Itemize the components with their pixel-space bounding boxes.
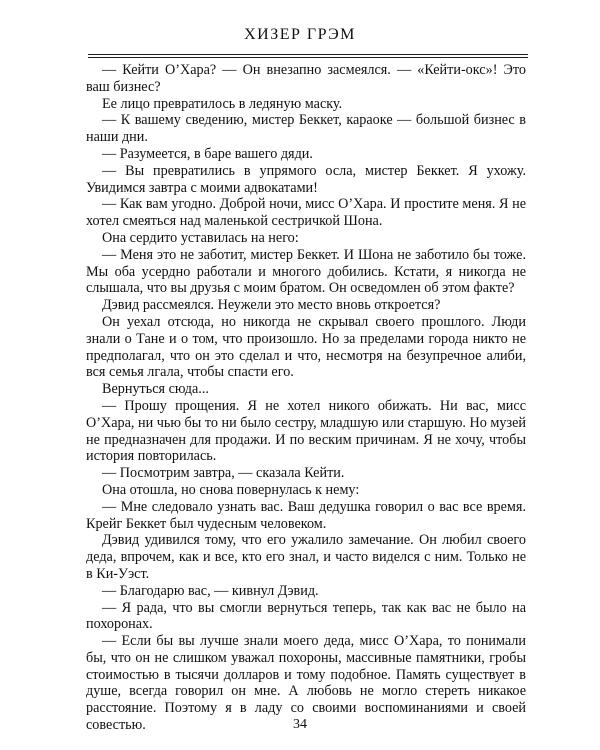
paragraph: — Прошу прощения. Я не хотел никого обижать. Ни вас, мисс О’Хара, ни чью бы то ни было сестру, младшую или старшую. Но музей не предназначен для продажи. И по веским причинам. Я не хочу, чтобы история повторилась. — [86, 397, 526, 465]
paragraph: — Посмотрим завтра, — сказала Кейти. — [102, 465, 345, 482]
paragraph: Ее лицо превратилось в ледяную маску. — [102, 95, 343, 112]
header-rule-bottom — [88, 57, 528, 58]
paragraph: — Меня это не заботит, мистер Беккет. И Шона не заботило бы тоже. Мы оба усердно работали и многого добились. Кстати, я никогда не слышала, что вы друзья с моим братом. Он осведомлен об этом факте? — [86, 246, 526, 297]
paragraph: — Как вам угодно. Доброй ночи, мисс О’Хара. И простите меня. Я не хотел смеяться над маленькой сестричкой Шона. — [86, 196, 526, 230]
paragraph: — Мне следовало узнать вас. Ваш дедушка говорил о вас все время. Крейг Беккет был чудесным человеком. — [86, 498, 526, 532]
paragraph: Вернуться сюда... — [102, 381, 209, 398]
paragraph: Она отошла, но снова повернулась к нему: — [102, 481, 360, 498]
paragraph: Дэвид рассмеялся. Неужели это место вновь откроется? — [102, 297, 441, 314]
running-head-author: ХИЗЕР ГРЭМ — [244, 26, 356, 43]
paragraph: — Вы превратились в упрямого осла, мистер Беккет. Я ухожу. Увидимся завтра с моими адвокатами! — [86, 162, 526, 196]
paragraph: — Благодарю вас, — кивнул Дэвид. — [102, 582, 319, 599]
paragraph: — Разумеется, в баре вашего дяди. — [102, 145, 313, 162]
paragraph: — Я рада, что вы смогли вернуться теперь, так как вас не было на похоронах. — [86, 599, 526, 633]
paragraph: Она сердито уставилась на него: — [102, 229, 299, 246]
paragraph: Он уехал отсюда, но никогда не скрывал своего прошлого. Люди знали о Тане и о том, что произошло. Но за пределами города никто не предполагал, что он это сделал и что, несмотря на безупречное алиби, вся семья лгала, чтобы спасти его. — [86, 313, 526, 381]
paragraph: — К вашему сведению, мистер Беккет, караоке — большой бизнес в наши дни. — [86, 112, 526, 146]
body-text — [86, 62, 526, 734]
page-number: 34 — [293, 717, 307, 732]
paragraph: — Кейти О’Хара? — Он внезапно засмеялся. — «Кейти-окс»! Это ваш бизнес? — [86, 62, 526, 95]
paragraph: Дэвид удивился тому, что его ужалило замечание. Он любил своего деда, впрочем, как и все, кто его знал, и часто виделся с ним. Только не в Ки-Уэст. — [86, 532, 526, 582]
header-rule-top — [88, 54, 528, 55]
paragraph: — Если бы вы лучше знали моего деда, мисс О’Хара, то понимали бы, что он не слишком уважал похороны, массивные памятники, гробы стоимостью в тысячи долларов и тому подобное. Память существует в душе, всегда говорил он мне. А любовь не могло стереть никакое расстояние. Поэтому я в ладу со своими воспоминаниями и своей совестью. — [86, 633, 526, 734]
